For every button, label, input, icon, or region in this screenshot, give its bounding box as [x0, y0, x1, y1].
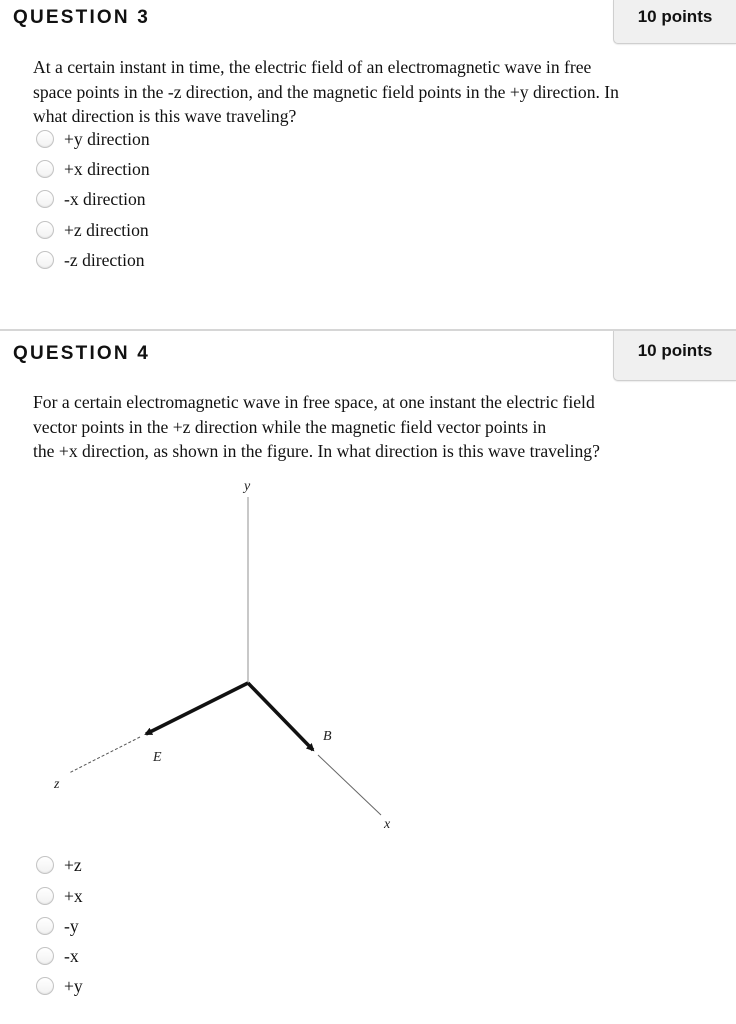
question-text-line: space points in the -z direction, and the magnetic field points in the +y direction. In: [33, 81, 619, 102]
option-label[interactable]: -y: [64, 915, 79, 936]
radio-button[interactable]: [36, 887, 54, 905]
question-title: QUESTION 4: [13, 343, 151, 364]
radio-button[interactable]: [36, 977, 54, 995]
question-text: [33, 55, 713, 129]
option-plus-z[interactable]: [36, 853, 82, 877]
option-plus-y-direction[interactable]: [36, 127, 150, 151]
question-text-line: For a certain electromagnetic wave in free space, at one instant the electric field: [33, 392, 595, 412]
option-label[interactable]: +x: [64, 885, 83, 906]
radio-button[interactable]: [36, 947, 54, 965]
radio-button[interactable]: [36, 160, 54, 178]
option-label[interactable]: +x direction: [64, 158, 150, 179]
question-text: [33, 390, 713, 464]
e-field-vector: [146, 683, 248, 734]
option-label[interactable]: -x: [64, 945, 79, 966]
option-label[interactable]: -x direction: [64, 188, 146, 209]
radio-button[interactable]: [36, 856, 54, 874]
z-axis-label: z: [54, 777, 60, 792]
x-axis-label: x: [384, 817, 391, 832]
b-vector-label: B: [323, 729, 332, 744]
question-3: [0, 0, 736, 329]
option-minus-x[interactable]: [36, 944, 79, 968]
option-label[interactable]: +y direction: [64, 128, 150, 149]
option-minus-x-direction[interactable]: [36, 187, 146, 211]
option-minus-z-direction[interactable]: [36, 248, 145, 272]
radio-button[interactable]: [36, 917, 54, 935]
question-text-line: what direction is this wave traveling?: [33, 106, 297, 126]
question-title: QUESTION 3: [13, 7, 151, 28]
radio-button[interactable]: [36, 190, 54, 208]
b-field-vector: [248, 683, 313, 750]
question-text-line: At a certain instant in time, the electric field of an electromagnetic wave in free: [33, 57, 592, 77]
radio-button[interactable]: [36, 221, 54, 239]
option-label[interactable]: -z direction: [64, 249, 145, 270]
option-plus-z-direction[interactable]: [36, 218, 149, 242]
points-badge: 10 points: [613, 0, 736, 44]
option-plus-y[interactable]: [36, 974, 83, 998]
x-axis: [318, 755, 381, 815]
e-vector-label: E: [153, 750, 162, 765]
question-text-line: vector points in the +z direction while the magnetic field vector points in: [33, 416, 547, 437]
question-4: [0, 331, 736, 1024]
z-axis: [69, 737, 140, 773]
question-text-line: the +x direction, as shown in the figure. In what direction is this wave traveling?: [33, 441, 600, 461]
em-wave-axes-figure: [0, 470, 736, 850]
option-minus-y[interactable]: [36, 914, 79, 938]
option-label[interactable]: +y: [64, 975, 83, 996]
points-badge: 10 points: [613, 331, 736, 381]
y-axis-label: y: [244, 479, 251, 494]
option-label[interactable]: +z direction: [64, 219, 149, 240]
radio-button[interactable]: [36, 251, 54, 269]
option-plus-x-direction[interactable]: [36, 157, 150, 181]
radio-button[interactable]: [36, 130, 54, 148]
option-plus-x[interactable]: [36, 884, 83, 908]
option-label[interactable]: +z: [64, 854, 82, 875]
